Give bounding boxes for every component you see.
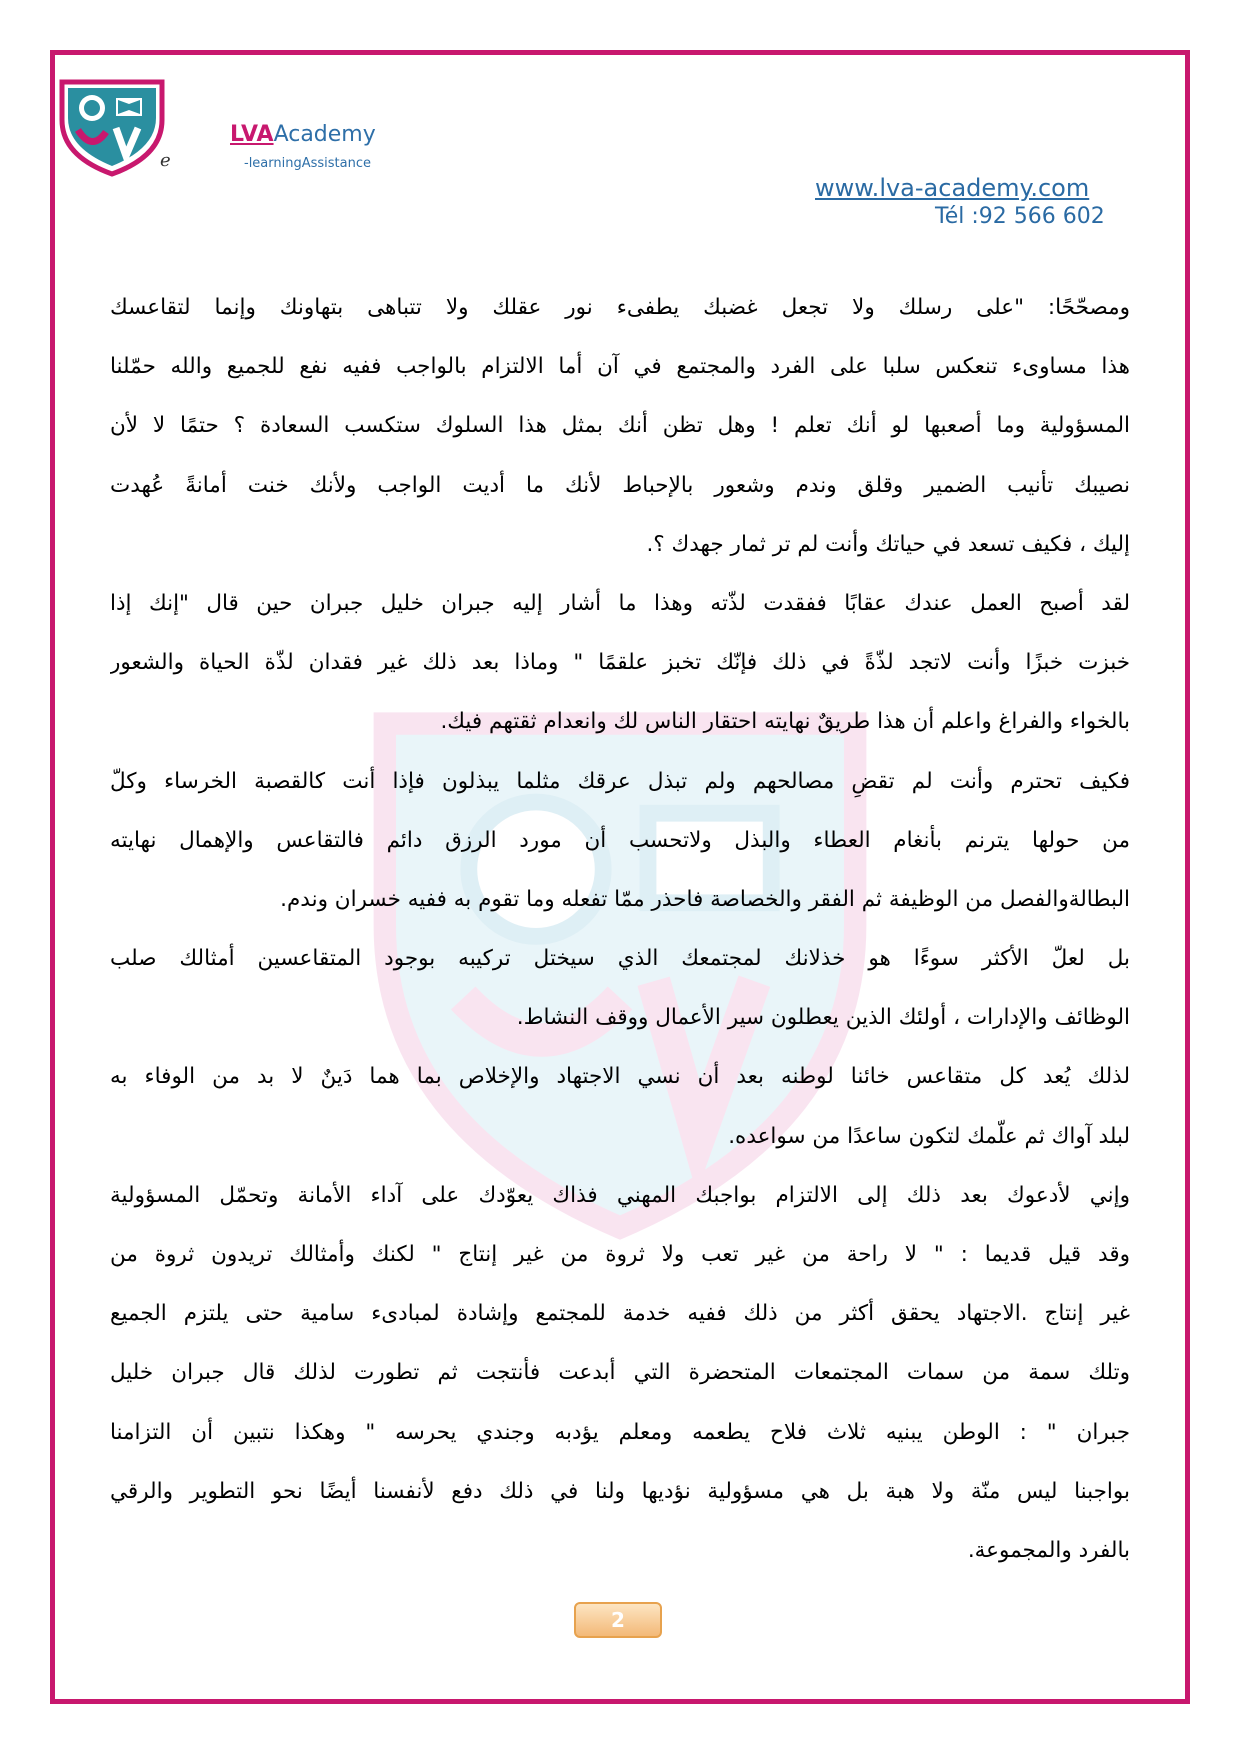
text-line: بواجبنا ليس منّة ولا هبة بل هي مسؤولية نؤديها ولنا في ذلك دفع لأنفسنا أيضًا نحو التطوير والرقي xyxy=(110,1478,1130,1504)
text-line: وقد قيل قديما : " لا راحة من غير تعب ولا ثروة من غير إنتاج " لكنك وأمثالك تريدون ثروة من xyxy=(110,1242,1130,1267)
text-line: المسؤولية وما أصعبها لو أنك تعلم ! وهل تظن أنك بمثل هذا السلوك ستكسب السعادة ؟ حتمًا لا لأن xyxy=(110,413,1130,439)
brand-academy: Academy xyxy=(273,122,376,147)
text-line: بالخواء والفراغ واعلم أن هذا طريقٌ نهايته احتقار الناس لك وانعدام ثقتهم فيك. xyxy=(440,709,1130,735)
text-line: الوظائف والإدارات ، أولئك الذين يعطلون سير الأعمال ووقف النشاط. xyxy=(516,1005,1130,1031)
text-line: إليك ، فكيف تسعد في حياتك وأنت لم تر ثمار جهدك ؟. xyxy=(646,531,1130,557)
text-line: من حولها يترنم بأنغام العطاء والبذل ولاتحسب أن مورد الرزق دائم فالتقاعس والإهمال نهايته xyxy=(110,827,1130,853)
brand-prefix-va: VA xyxy=(241,122,274,147)
text-line: نصيبك تأنيب الضمير وقلق وندم وشعور بالإحباط لأنك ما أديت الواجب ولأنك خنت أمانةً عُهدت xyxy=(110,472,1130,498)
academy-logo xyxy=(58,78,168,178)
phone-number: Tél :92 566 602 xyxy=(935,204,1105,229)
brand-subtitle: -learningAssistance xyxy=(244,156,371,171)
text-line: البطالةوالفصل من الوظيفة ثم الفقر والخصاصة فاحذر ممّا تفعله وما تقوم به ففيه خسران وندم. xyxy=(280,886,1130,912)
text-line: خبزت خبزًا وأنت لاتجد لذّةً في ذلك فإنّك تخبز علقمًا " وماذا بعد ذلك غير فقدان لذّة الحياة والشعور xyxy=(110,650,1130,676)
text-line: فكيف تحترم وأنت لم تقضِ مصالحهم ولم تبذل عرقك مثلما يبذلون فإذا أنت كالقصبة الخرساء وكلّ xyxy=(110,768,1130,794)
text-line: لقد أصبح العمل عندك عقابًا ففقدت لذّته وهذا ما أشار إليه جبران خليل جبران حين قال "إنك إذا xyxy=(110,590,1130,616)
text-line: لذلك يُعد كل متقاعس خائنا لوطنه بعد أن نسي الاجتهاد والإخلاص بما هما دَينٌ لا بد من الوفاء به xyxy=(110,1064,1130,1090)
logo-letter: e xyxy=(160,150,171,171)
text-line: بل لعلّ الأكثر سوءًا هو خذلانك لمجتمعك الذي سيختل تركيبه بوجود المتقاعسين أمثالك صلب xyxy=(110,946,1130,972)
text-line: وإني لأدعوك بعد ذلك إلى الالتزام بواجبك المهني فذاك يعوّدك على آداء الأمانة وتحمّل المسؤولية xyxy=(110,1182,1130,1208)
text-line: بالفرد والمجموعة. xyxy=(967,1537,1130,1563)
text-line: غير إنتاج .الاجتهاد يحقق أكثر من ذلك ففيه خدمة للمجتمع وإشادة لمبادىء سامية حتى يلتزم الجميع xyxy=(110,1301,1130,1327)
article-body xyxy=(110,278,1130,1580)
brand-prefix-l: L xyxy=(230,122,241,147)
text-line: جبران " : الوطن يبنيه ثلاث فلاح يطعمه ومعلم يؤدبه وجندي يحرسه " وهكذا نتبين أن التزامنا xyxy=(110,1419,1130,1445)
text-line: وتلك سمة من سمات المجتمعات المتحضرة التي أبدعت فأنتجت ثم تطورت لذلك قال جبران خليل xyxy=(110,1360,1130,1386)
text-line: ومصحّحًا: "على رسلك ولا تجعل غضبك يطفىء نور عقلك ولا تتباهى بتهاونك وإنما لتقاعسك xyxy=(110,295,1130,320)
brand-name xyxy=(230,122,376,147)
website-link[interactable]: www.lva-academy.com xyxy=(815,174,1090,202)
page-number: 2 xyxy=(611,1608,625,1632)
page-number-badge xyxy=(574,1602,662,1638)
text-line: هذا مساوىء تنعكس سلبا على الفرد والمجتمع في آن أما الالتزام بالواجب ففيه نفع للجميع والله حمّلنا xyxy=(110,354,1130,380)
text-line: لبلد آواك ثم علّمك لتكون ساعدًا من سواعده. xyxy=(728,1123,1130,1149)
